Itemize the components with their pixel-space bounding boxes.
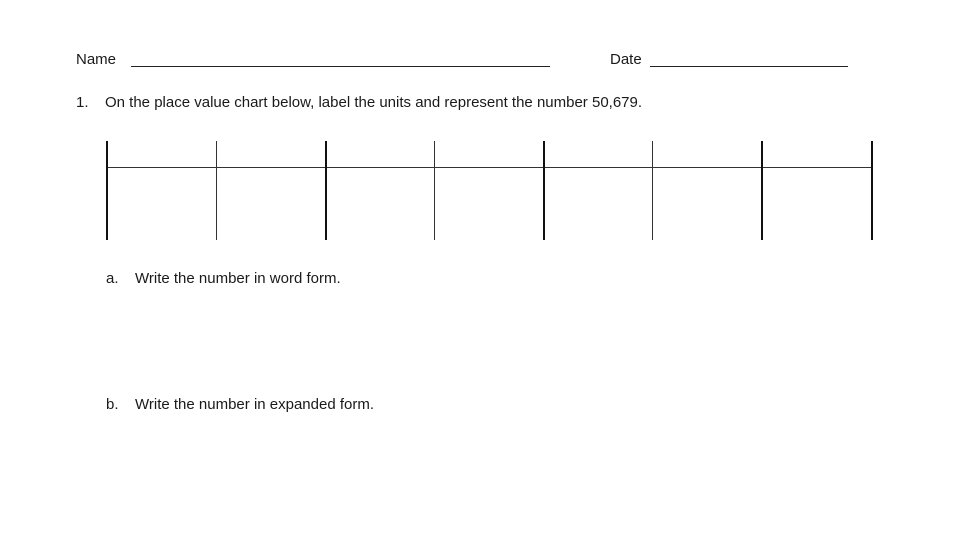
chart-value-cell[interactable]	[654, 171, 759, 237]
question-prompt: On the place value chart below, label the units and represent the number 50,679.	[105, 94, 643, 111]
chart-value-cell[interactable]	[108, 171, 214, 237]
chart-unit-label-cell[interactable]	[654, 145, 759, 165]
chart-value-cell[interactable]	[763, 171, 869, 237]
part-b-prompt: Write the number in expanded form.	[135, 396, 375, 413]
chart-border-right	[871, 141, 873, 240]
chart-unit-label-cell[interactable]	[545, 145, 650, 165]
date-label: Date	[610, 51, 642, 68]
chart-value-cell[interactable]	[436, 171, 541, 237]
chart-value-cell[interactable]	[218, 171, 323, 237]
chart-header-divider	[106, 167, 873, 168]
chart-unit-label-cell[interactable]	[327, 145, 432, 165]
chart-unit-label-cell[interactable]	[436, 145, 541, 165]
part-b-letter: b.	[106, 396, 119, 413]
chart-value-cell[interactable]	[327, 171, 432, 237]
chart-unit-label-cell[interactable]	[763, 145, 869, 165]
part-a-letter: a.	[106, 270, 119, 287]
part-b-answer-area[interactable]	[135, 420, 835, 520]
chart-unit-label-cell[interactable]	[218, 145, 323, 165]
part-a-prompt: Write the number in word form.	[135, 270, 341, 287]
name-field[interactable]	[131, 50, 550, 67]
chart-column-divider	[434, 141, 435, 240]
chart-unit-label-cell[interactable]	[108, 145, 214, 165]
name-label: Name	[76, 51, 117, 68]
chart-column-divider	[216, 141, 217, 240]
date-field[interactable]	[650, 50, 848, 67]
part-a-answer-area[interactable]	[135, 294, 835, 384]
chart-column-divider	[652, 141, 653, 240]
chart-value-cell[interactable]	[545, 171, 650, 237]
place-value-chart	[106, 141, 873, 240]
question-number: 1.	[76, 94, 89, 111]
